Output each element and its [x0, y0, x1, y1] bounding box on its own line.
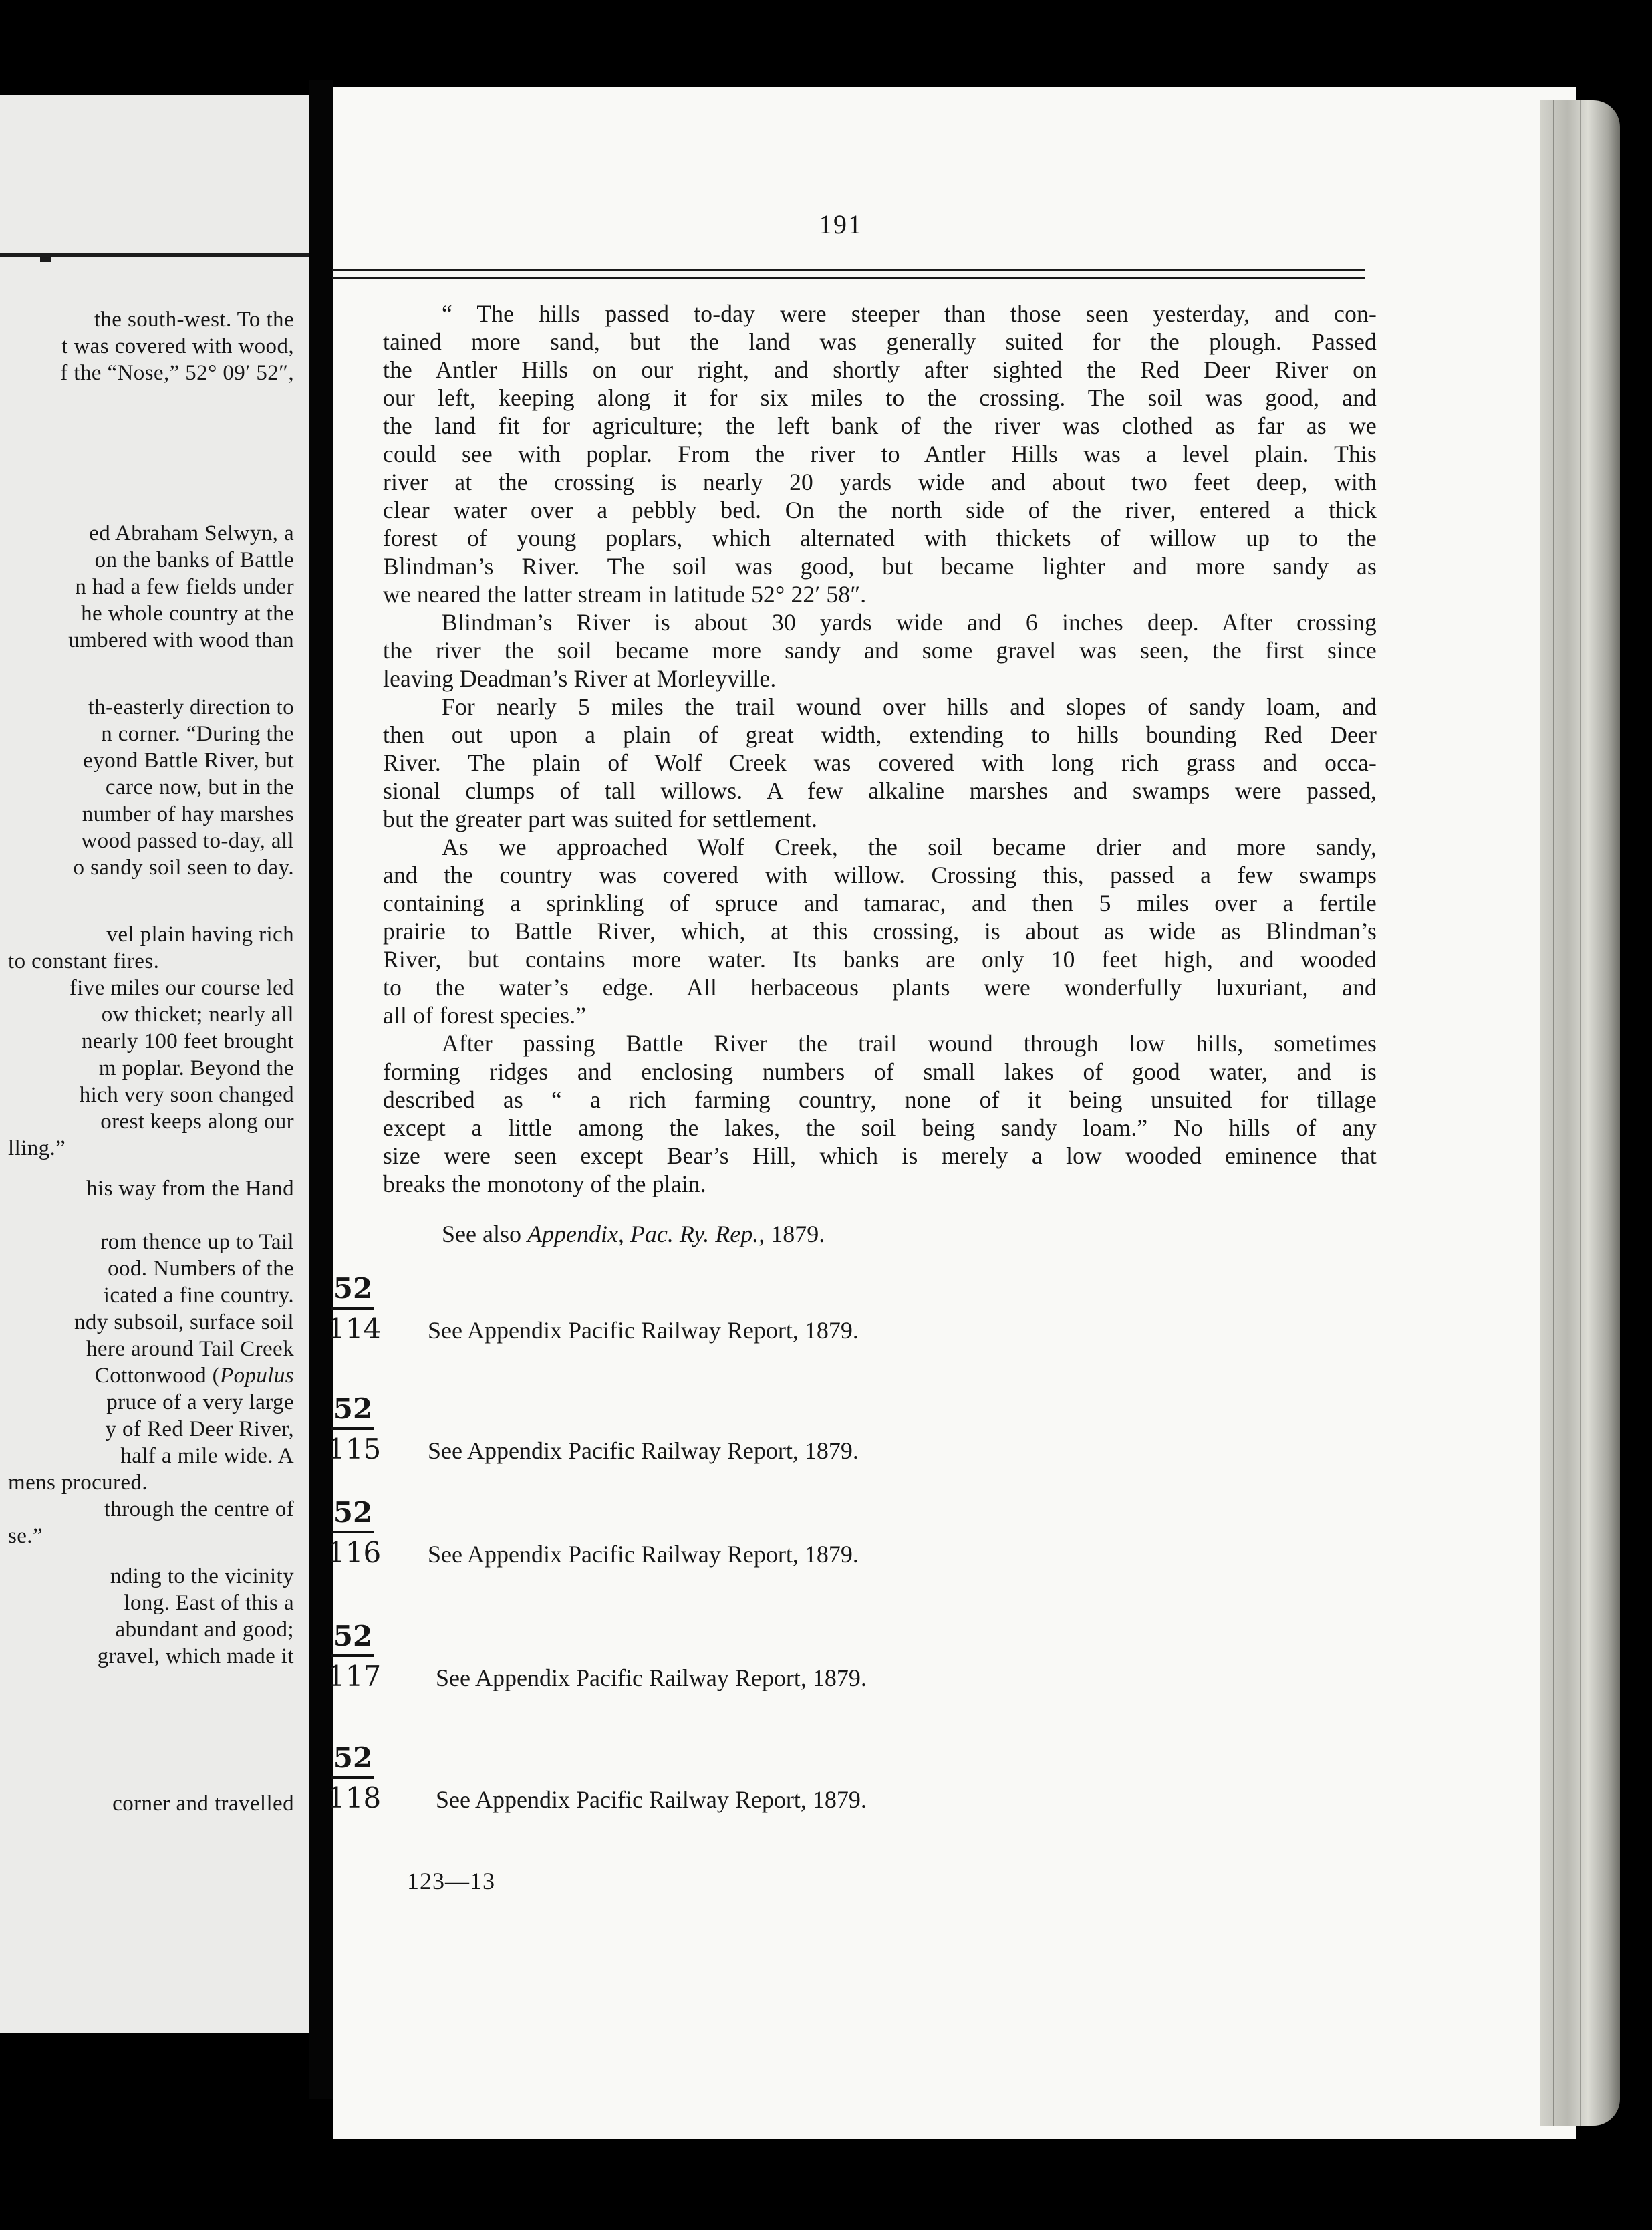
- left-page-line: hich very soon changed: [79, 1083, 294, 1107]
- see-also-suffix: , 1879.: [759, 1221, 825, 1247]
- township-denominator: 118: [327, 1781, 382, 1814]
- left-page-line: ndy subsoil, surface soil: [74, 1310, 294, 1334]
- left-page-line: rom thence up to Tail: [100, 1230, 294, 1254]
- text-line: “ The hills passed to-day were steeper than those seen yesterday, and con-: [442, 300, 1377, 327]
- left-page-line: nearly 100 feet brought: [81, 1029, 294, 1054]
- signature-mark: 123—13: [407, 1868, 495, 1894]
- entry-reference: See Appendix Pacific Railway Report, 1879.: [436, 1664, 867, 1691]
- township-denominator: 116: [327, 1536, 382, 1569]
- text-line: our left, keeping along it for six miles to the crossing. The soil was good, and: [383, 384, 1377, 411]
- left-page-line: nding to the vicinity: [110, 1564, 294, 1588]
- left-page-line: orest keeps along our: [100, 1110, 294, 1134]
- left-page-line: mens procured.: [8, 1471, 148, 1495]
- header-double-rule: [332, 269, 1365, 279]
- left-page-line: long. East of this a: [124, 1591, 294, 1615]
- township-fraction: [327, 1620, 382, 1693]
- text-line: the land fit for agriculture; the left bank of the river was clothed as far as we: [383, 412, 1377, 439]
- text-line: but the greater part was suited for settlement.: [383, 806, 818, 832]
- fraction-bar: [331, 1654, 374, 1657]
- left-page-line: number of hay marshes: [82, 802, 294, 826]
- left-page-line: ed Abraham Selwyn, a: [89, 521, 294, 545]
- township-denominator: 114: [327, 1312, 382, 1345]
- text-line: For nearly 5 miles the trail wound over hills and slopes of sandy loam, and: [442, 693, 1377, 720]
- see-also-prefix: See also: [442, 1221, 527, 1247]
- text-line: Blindman’s River is about 30 yards wide and 6 inches deep. After crossing: [442, 609, 1377, 636]
- fraction-bar: [331, 1531, 374, 1533]
- left-page-line: umbered with wood than: [68, 628, 294, 652]
- left-page-line: wood passed to-day, all: [81, 829, 294, 853]
- township-denominator: 115: [327, 1433, 382, 1465]
- township-fraction: [327, 1496, 382, 1570]
- township-fraction: [327, 1272, 382, 1346]
- left-page-rule: [0, 253, 309, 257]
- see-also-title: Appendix, Pac. Ry. Rep.: [527, 1221, 759, 1247]
- text-line: all of forest species.”: [383, 1002, 587, 1029]
- fraction-bar: [331, 1307, 374, 1310]
- township-fraction: [327, 1392, 382, 1466]
- township-fraction: [327, 1741, 382, 1815]
- body-text: [383, 299, 1377, 1198]
- township-numerator: 52: [333, 1496, 373, 1529]
- left-page-line: carce now, but in the: [105, 775, 294, 799]
- fraction-bar: [331, 1776, 374, 1779]
- left-page-line: through the centre of: [104, 1497, 294, 1521]
- left-page-line: his way from the Hand: [86, 1176, 294, 1201]
- text-line: Blindman’s River. The soil was good, but became lighter and more sandy as: [383, 553, 1377, 580]
- left-page-line: on the banks of Battle: [94, 548, 294, 572]
- text-line: we neared the latter stream in latitude 52° 22′ 58″.: [383, 581, 867, 608]
- left-page-line: se.”: [8, 1524, 43, 1548]
- text-line: described as “ a rich farming country, none of it being unsuited for tillage: [383, 1086, 1377, 1113]
- township-numerator: 52: [333, 1620, 373, 1652]
- left-facing-page: [0, 95, 309, 2033]
- township-numerator: 52: [333, 1392, 373, 1425]
- paragraph: [383, 833, 1377, 1029]
- left-page-line: half a mile wide. A: [120, 1444, 294, 1468]
- left-page-line: five miles our course led: [69, 976, 294, 1000]
- left-page-line: abundant and good;: [115, 1618, 294, 1642]
- page-edges: [1540, 100, 1620, 2126]
- text-line: containing a sprinkling of spruce and tamarac, and then 5 miles over a fertile: [383, 890, 1377, 916]
- text-line: sional clumps of tall willows. A few alkaline marshes and swamps were passed,: [383, 777, 1377, 804]
- left-page-line: f the “Nose,” 52° 09′ 52″,: [60, 361, 294, 385]
- text-line: leaving Deadman’s River at Morleyville.: [383, 665, 777, 692]
- left-page-line: m poplar. Beyond the: [98, 1056, 294, 1080]
- text-line: As we approached Wolf Creek, the soil became drier and more sandy,: [442, 834, 1377, 860]
- township-numerator: 52: [333, 1741, 373, 1774]
- text-line: and the country was covered with willow. Crossing this, passed a few swamps: [383, 862, 1377, 888]
- paragraph: [383, 608, 1377, 693]
- left-page-line: lling.”: [8, 1136, 66, 1160]
- left-page-line: t was covered with wood,: [61, 334, 294, 358]
- text-line: clear water over a pebbly bed. On the north side of the river, entered a thick: [383, 497, 1377, 523]
- left-page-line: corner and travelled: [112, 1791, 294, 1816]
- left-page-line: icated a fine country.: [103, 1283, 294, 1308]
- left-page-line: th-easterly direction to: [88, 695, 294, 719]
- text-line: river at the crossing is nearly 20 yards wide and about two feet deep, with: [383, 469, 1377, 495]
- paragraph: [383, 1029, 1377, 1198]
- left-page-line: eyond Battle River, but: [83, 749, 294, 773]
- left-page-line: o sandy soil seen to day.: [73, 856, 294, 880]
- left-page-line: vel plain having rich: [106, 922, 294, 947]
- left-page-line: he whole country at the: [81, 602, 294, 626]
- paragraph: [383, 693, 1377, 833]
- entry-reference: See Appendix Pacific Railway Report, 1879.: [428, 1317, 859, 1344]
- left-page-line: ood. Numbers of the: [108, 1257, 294, 1281]
- township-denominator: 117: [327, 1660, 382, 1693]
- text-line: forest of young poplars, which alternated with thickets of willow up to the: [383, 525, 1377, 551]
- text-line: River. The plain of Wolf Creek was covered with long rich grass and occa-: [383, 749, 1377, 776]
- see-also-reference: [442, 1220, 825, 1248]
- text-line: could see with poplar. From the river to Antler Hills was a level plain. This: [383, 441, 1377, 467]
- left-page-line: n corner. “During the: [101, 722, 294, 746]
- text-line: River, but contains more water. Its banks are only 10 feet high, and wooded: [383, 946, 1377, 973]
- entry-reference: See Appendix Pacific Railway Report, 1879.: [428, 1437, 859, 1464]
- text-line: size were seen except Bear’s Hill, which is merely a low wooded eminence that: [383, 1142, 1377, 1169]
- fraction-bar: [331, 1427, 374, 1430]
- text-line: then out upon a plain of great width, extending to hills bounding Red Deer: [383, 721, 1377, 748]
- left-page-line: to constant fires.: [8, 949, 160, 973]
- left-page-line: ow thicket; nearly all: [101, 1003, 294, 1027]
- text-line: breaks the monotony of the plain.: [383, 1170, 706, 1197]
- left-page-line: pruce of a very large: [106, 1390, 294, 1414]
- text-line: to the water’s edge. All herbaceous plants were wonderfully luxuriant, and: [383, 974, 1377, 1001]
- paragraph: [383, 299, 1377, 608]
- text-line: tained more sand, but the land was generally suited for the plough. Passed: [383, 328, 1377, 355]
- left-page-line: the south-west. To the: [94, 307, 294, 332]
- entry-reference: See Appendix Pacific Railway Report, 1879.: [428, 1541, 859, 1568]
- text-line: the Antler Hills on our right, and shortly after sighted the Red Deer River on: [383, 356, 1377, 383]
- text-line: forming ridges and enclosing numbers of small lakes of good water, and is: [383, 1058, 1377, 1085]
- text-line: After passing Battle River the trail wound through low hills, sometimes: [442, 1030, 1377, 1057]
- page-number: 191: [819, 209, 863, 239]
- left-page-line: n had a few fields under: [75, 575, 294, 599]
- entry-reference: See Appendix Pacific Railway Report, 1879.: [436, 1786, 867, 1813]
- township-numerator: 52: [333, 1272, 373, 1305]
- left-page-line: here around Tail Creek: [86, 1337, 294, 1361]
- text-line: the river the soil became more sandy and some gravel was seen, the first since: [383, 637, 1377, 664]
- text-line: prairie to Battle River, which, at this crossing, is about as wide as Blindman’s: [383, 918, 1377, 945]
- left-page-line: y of Red Deer River,: [105, 1417, 294, 1441]
- text-line: except a little among the lakes, the soil being sandy loam.” No hills of any: [383, 1114, 1377, 1141]
- left-page-line: Cottonwood (Populus: [94, 1364, 294, 1388]
- left-page-line: gravel, which made it: [97, 1644, 294, 1668]
